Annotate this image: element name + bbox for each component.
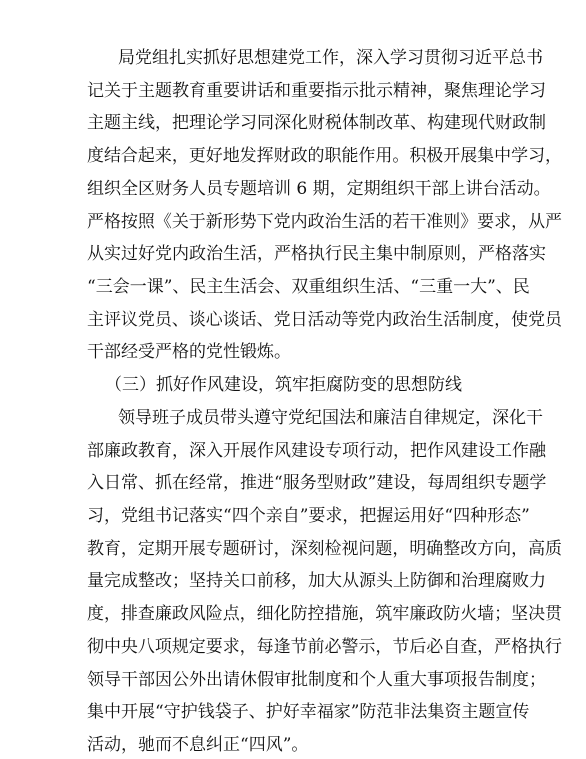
text-line-7: 从实过好党内政治生活，严格执行民主集中制原则，严格落实 [87, 244, 546, 264]
text-line-17: 度，排查廉政风险点，细化防控措施，筑牢廉政防火墙；坚决贯 [87, 604, 563, 624]
text-line-13: 入日常、抓在经常，推进“服务型财政”建设，每周组织专题学 [87, 473, 547, 493]
section-heading: （三）抓好作风建设，筑牢拒腐防变的思想防线 [105, 375, 462, 395]
text-line-19: 领导干部因公外出请休假审批制度和个人重大事项报告制度； [87, 670, 546, 690]
text-line-9: 主评议党员、谈心谈话、党日活动等党内政治生活制度，使党员 [87, 310, 563, 330]
text-line-10: 干部经受严格的党性锻炼。 [87, 342, 291, 362]
text-line-2: 记关于主题教育重要讲话和重要指示批示精神，聚焦理论学习 [87, 81, 546, 101]
text-line-1: 局党组扎实抓好思想建党工作，深入学习贯彻习近平总书 [118, 48, 543, 68]
text-line-5: 组织全区财务人员专题培训 6 期，定期组织干部上讲台活动。 [87, 179, 551, 199]
text-line-12: 部廉政教育，深入开展作风建设专项行动，把作风建设工作融 [87, 441, 546, 461]
text-line-16: 量完成整改；坚持关口前移，加大从源头上防御和治理腐败力 [87, 571, 546, 591]
text-line-14: 习，党组书记落实“四个亲自”要求，把握运用好“四种形态” [87, 506, 530, 526]
text-line-3: 主题主线，把理论学习同深化财税体制改革、构建现代财政制 [87, 113, 546, 133]
text-line-11: 领导班子成员带头遵守党纪国法和廉洁自律规定，深化干 [118, 408, 543, 428]
text-line-15: 教育，定期开展专题研讨，深刻检视问题，明确整改方向，高质 [87, 539, 563, 559]
text-line-8: “三会一课”、民主生活会、双重组织生活、“三重一大”、民 [87, 277, 530, 297]
text-line-4: 度结合起来，更好地发挥财政的职能作用。积极开展集中学习， [87, 146, 563, 166]
text-line-18: 彻中央八项规定要求，每逢节前必警示，节后必自查，严格执行 [87, 637, 563, 657]
text-line-20: 集中开展“守护钱袋子、护好幸福家”防范非法集资主题宣传 [87, 702, 530, 722]
text-line-6: 严格按照《关于新形势下党内政治生活的若干准则》要求，从严 [87, 212, 563, 232]
text-line-21: 活动，驰而不息纠正“四风”。 [87, 735, 309, 755]
